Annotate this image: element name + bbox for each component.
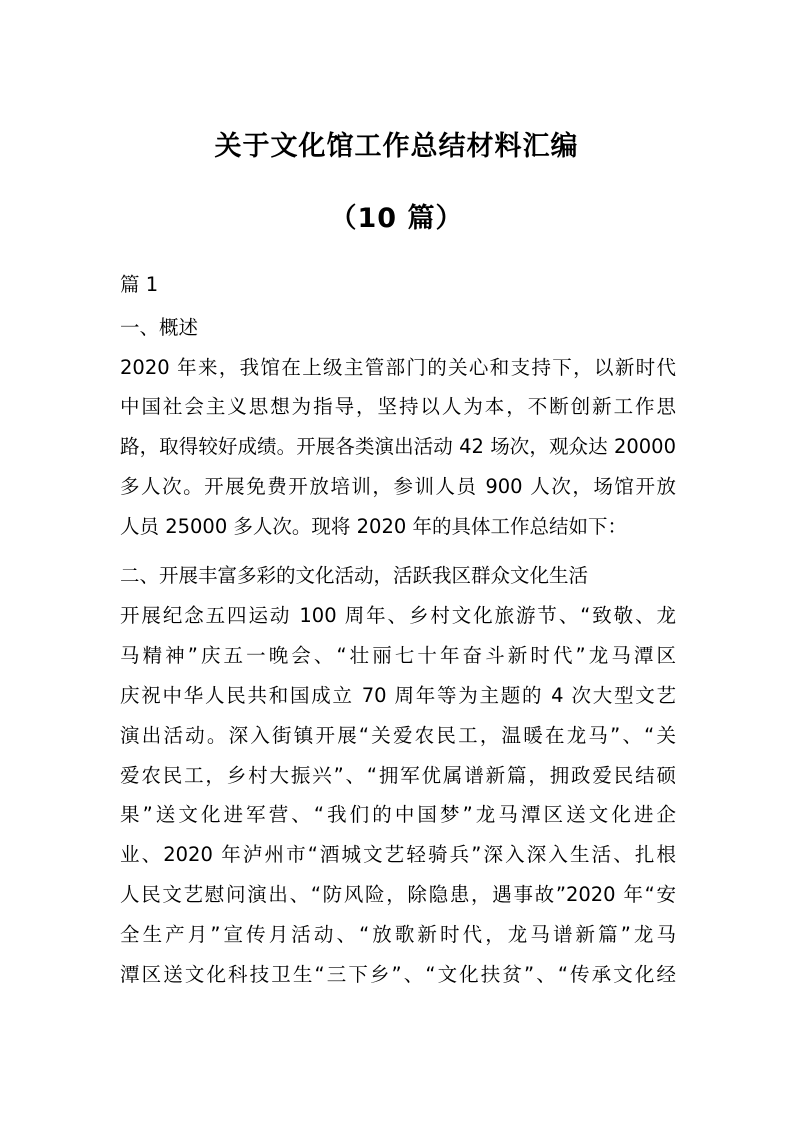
body-line: 2020 年来，我馆在上级主管部门的关心和支持下，以新时代 (120, 356, 676, 379)
body-line: 人民文艺慰问演出、“防风险，除隐患，遇事故”2020 年“安 (120, 883, 676, 906)
body-line: 爱农民工，乡村大振兴”、“拥军优属谱新篇，拥政爱民结硕 (120, 764, 676, 787)
section-heading: 二、开展丰富多彩的文化活动，活跃我区群众文化生活 (120, 564, 589, 587)
body-line: 马精神”庆五一晚会、“壮丽七十年奋斗新时代”龙马潭区 (120, 644, 676, 667)
body-line: 潭区送文化科技卫生“三下乡”、“文化扶贫”、“传承文化经 (120, 963, 676, 986)
body-line: 业、2020 年泸州市“酒城文艺轻骑兵”深入深入生活、扎根 (120, 843, 676, 866)
body-line: 果”送文化进军营、“我们的中国梦”龙马潭区送文化进企 (120, 803, 676, 826)
document-subtitle: （10 篇） (329, 203, 464, 234)
section-heading: 一、概述 (120, 316, 199, 339)
body-line: 多人次。开展免费开放培训，参训人员 900 人次，场馆开放 (120, 475, 676, 498)
body-line: 开展纪念五四运动 100 周年、乡村文化旅游节、“致敬、龙 (120, 604, 676, 627)
section-label: 篇 1 (120, 273, 159, 296)
body-line: 庆祝中华人民共和国成立 70 周年等为主题的 4 次大型文艺 (120, 684, 676, 707)
document-title: 关于文化馆工作总结材料汇编 (214, 131, 579, 162)
body-line: 路，取得较好成绩。开展各类演出活动 42 场次，观众达 20000 (120, 435, 676, 458)
body-line: 中国社会主义思想为指导，坚持以人为本，不断创新工作思 (120, 395, 676, 418)
body-line: 演出活动。深入街镇开展“关爱农民工，温暖在龙马”、“关 (120, 724, 676, 747)
body-line: 人员 25000 多人次。现将 2020 年的具体工作总结如下： (120, 515, 627, 538)
body-line: 全生产月”宣传月活动、“放歌新时代，龙马谱新篇”龙马 (120, 923, 676, 946)
